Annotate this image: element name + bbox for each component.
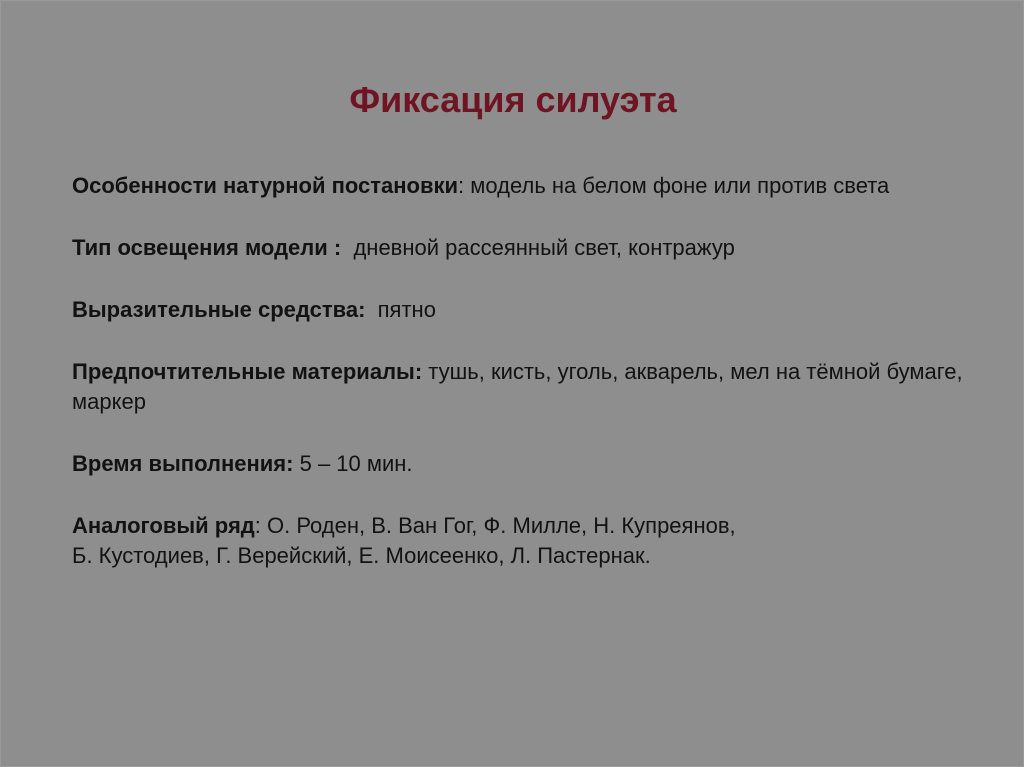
paragraph-lighting [72, 233, 972, 263]
text-materials: тушь, кисть, уголь, акварель, мел на тёмной бумаге, маркер [72, 359, 963, 414]
label-time: Время выполнения: [72, 451, 294, 476]
text-analogs-line2: Б. Кустодиев, Г. Верейский, Е. Моисеенко, Л. Пастернак. [72, 543, 651, 568]
separator [341, 235, 353, 260]
label-lighting: Тип освещения модели : [72, 235, 342, 260]
text-time: 5 – 10 мин. [299, 451, 413, 476]
paragraph-setup [72, 171, 972, 201]
label-analogs: Аналоговый ряд [72, 513, 255, 538]
separator: : [458, 173, 471, 198]
text-setup: модель на белом фоне или против света [470, 173, 890, 198]
separator: : [254, 513, 267, 538]
label-materials: Предпочтительные материалы: [72, 359, 423, 384]
paragraph-analogs [72, 511, 972, 571]
label-means: Выразительные средства: [72, 297, 366, 322]
text-analogs-line1: О. Роден, В. Ван Гог, Ф. Милле, Н. Купреянов, [266, 513, 736, 538]
text-lighting: дневной рассеянный свет, контражур [353, 235, 735, 260]
separator [365, 297, 377, 322]
slide-title: Фиксация силуэта [349, 79, 677, 120]
paragraph-materials [72, 357, 972, 417]
label-setup: Особенности натурной постановки [72, 173, 459, 198]
slide-content [72, 171, 972, 603]
paragraph-means [72, 295, 972, 325]
text-means: пятно [377, 297, 436, 322]
paragraph-time [72, 449, 972, 479]
